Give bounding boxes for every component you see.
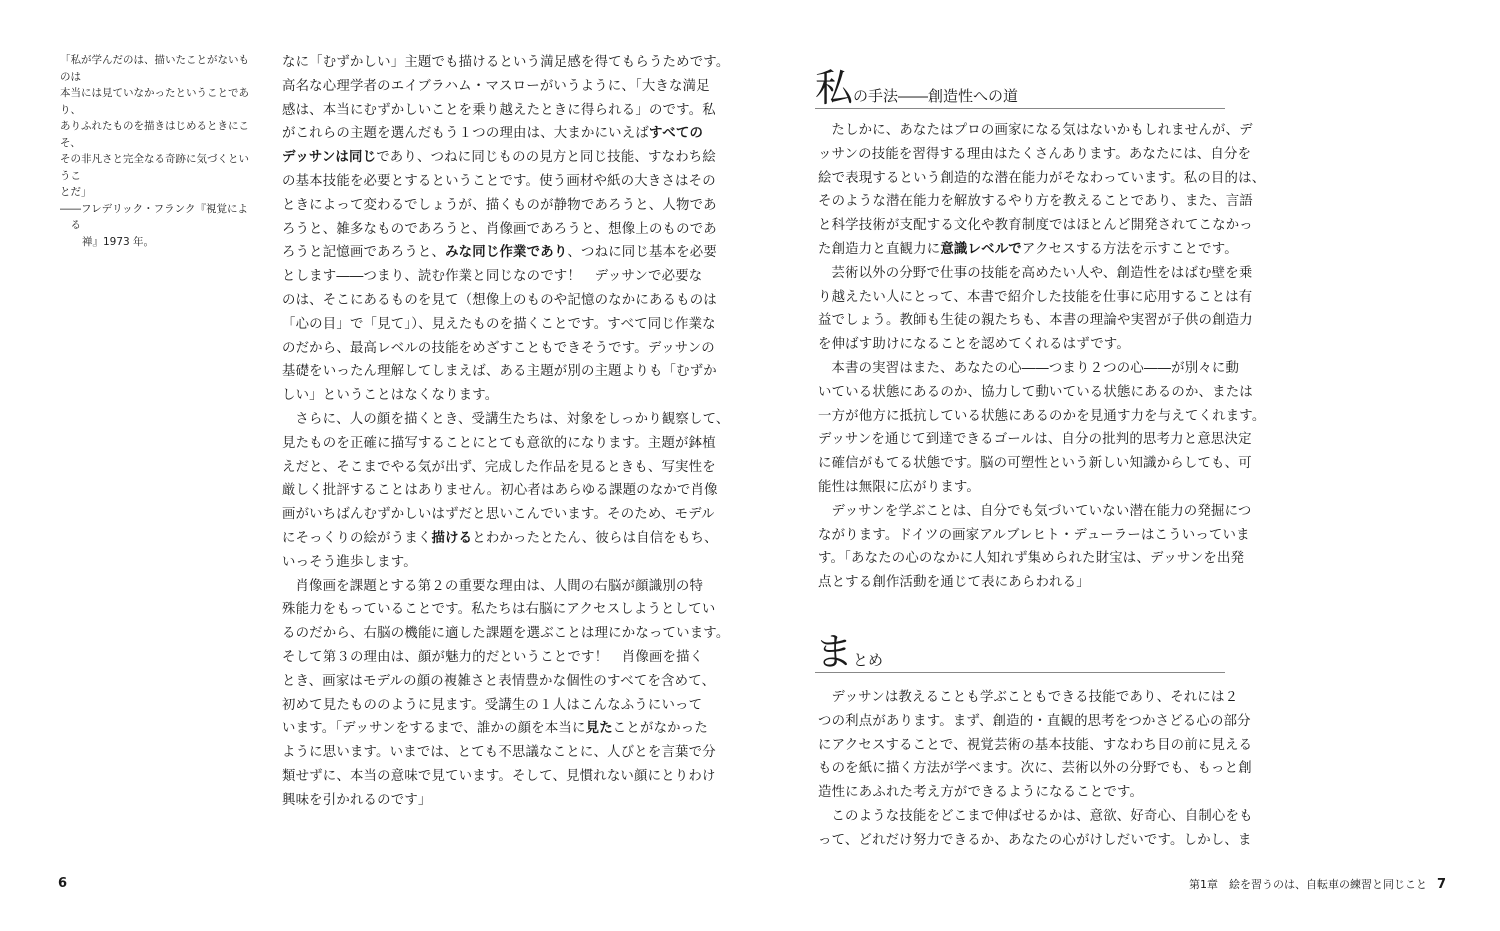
text-line [282, 146, 716, 170]
heading-text: とめ [853, 651, 884, 669]
text-run: ろうと記憶画であろうと、 [282, 245, 446, 261]
page-number-right: 7 [1436, 877, 1446, 892]
text-line: 肖像画を課題とする第２の重要な理由は、人間の右脳が顔識別の特 [295, 578, 704, 594]
text-line: 造性にあふれた考え方ができるようになることです。 [818, 785, 1144, 801]
text-line: るのだから、右脳の機能に適した課題を選ぶことは理にかなっています。 [282, 626, 730, 642]
section-body-method [818, 119, 1266, 595]
text-line [282, 122, 702, 146]
running-footer [1189, 876, 1446, 892]
text-line: ながります。ドイツの画家アルブレヒト・デューラーはこういっていま [818, 527, 1250, 543]
text-line: を伸ばす助けになることを認めてくれるはずです。 [818, 337, 1130, 353]
text-line: いている状態にあるのか、協力して動いている状態にあるのか、または [818, 384, 1253, 400]
running-head: 第1章 絵を習うのは、自転車の練習と同じこと [1188, 878, 1427, 891]
text-line [282, 527, 718, 551]
text-line: 殊能力をもっていることです。私たちは右脳にアクセスしようとしてい [282, 602, 716, 618]
text-line: 初めて見たもののように見ます。受講生の１人はこんなふうにいって [282, 697, 703, 713]
heading-initial: 私 [815, 66, 854, 110]
emphasis: すべての [648, 126, 704, 142]
text-line: デッサンを学ぶことは、自分でも気づいていない潜在能力の発掘につ [831, 503, 1252, 519]
text-line: 感は、本当にむずかしいことを乗り越えたときに得られる」のです。私 [282, 102, 716, 118]
text-line: ものを紙に描く方法が学べます。次に、芸術以外の分野でも、もっと創 [818, 761, 1252, 777]
heading-initial: ま [815, 630, 854, 674]
text-line: 一方が他方に抵抗している状態にあるのかを見通す力を与えてくれます。 [818, 408, 1266, 424]
text-run: がこれらの主題を選んだもう１つの理由は、大まかにいえば [282, 126, 649, 142]
text-line: のは、そこにあるものを見て（想像上のものや記憶のなかにあるものは [282, 292, 717, 308]
text-line: って、どれだけ努力できるか、あなたの心がけしだいです。しかし、ま [818, 832, 1252, 848]
text-line: 類せずに、本当の意味で見ています。そして、見慣れない顔にとりわけ [282, 768, 716, 784]
section-heading-method [815, 68, 1225, 109]
quote-line: とだ」 [60, 186, 92, 198]
text-run: ことがなかった [612, 721, 708, 737]
quote-line: 本当には見ていなかったということであり、 [60, 87, 249, 116]
text-line: 厳しく批評することはありません。初心者はあらゆる課題のなかで肖像 [282, 483, 718, 499]
quote-line: その非凡さと完全なる奇跡に気づくというこ [60, 153, 249, 182]
text-line: たしかに、あなたはプロの画家になる気はないかもしれませんが、デ [831, 123, 1253, 138]
section-heading-summary [815, 632, 1225, 673]
text-line: 「心の目」で「見て」）、見えたものを描くことです。すべて同じ作業な [282, 316, 716, 332]
emphasis: 見た [585, 721, 613, 737]
text-line [282, 717, 708, 741]
left-page-body [282, 51, 730, 813]
text-line: の基本技能を必要とするということです。使う画材や紙の大きさはその [282, 173, 716, 189]
quote-attribution: ――フレデリック・フランク『視覚による [60, 202, 248, 231]
text-run: であり、つねに同じものの見方と同じ技能、すなわち絵 [376, 150, 716, 166]
text-line: さらに、人の顔を描くとき、受講生たちは、対象をしっかり観察して、 [295, 411, 730, 427]
text-line: 興味を引かれるのです」 [282, 792, 432, 808]
sidebar-quote [60, 52, 256, 250]
text-line: デッサンは教えることも学ぶこともできる技能であり、それには２ [831, 690, 1239, 705]
text-line: 点とする創作活動を通じて表にあらわれる」 [818, 575, 1090, 591]
text-line: に確信がもてる状態です。脳の可塑性という新しい知識からしても、可 [818, 456, 1252, 472]
text-line: 益でしょう。教師も生徒の親たちも、本書の理論や実習が子供の創造力 [818, 313, 1253, 329]
emphasis: 意識レベルで [940, 241, 1022, 257]
text-line: 基礎をいったん理解してしまえば、ある主題が別の主題よりも「むずか [282, 364, 717, 380]
emphasis: 描ける [431, 530, 473, 546]
text-run: 、つねに同じ基本を必要 [567, 245, 717, 261]
text-line: このような技能をどこまで伸ばせるかは、意欲、好奇心、自制心をも [831, 808, 1253, 824]
text-line: つの利点があります。まず、創造的・直観的思考をつかさどる心の部分 [818, 713, 1251, 729]
section-body-summary [818, 686, 1253, 853]
text-run: とわかったとたん、彼らは自信をもち、 [472, 530, 718, 546]
text-line: す。「あなたの心のなかに人知れず集められた財宝は、デッサンを出発 [818, 551, 1245, 567]
quote-line: 「私が学んだのは、描いたことがないものは [60, 54, 249, 83]
text-line: しい」ということはなくなります。 [282, 388, 499, 404]
heading-text: の手法――創造性への道 [853, 87, 1019, 105]
emphasis: みな同じ作業であり [445, 245, 568, 261]
text-line: り越えたい人にとって、本書で紹介した技能を仕事に応用することは有 [818, 289, 1253, 305]
text-line: とします――つまり、読む作業と同じなのです！ デッサンで必要な [282, 269, 703, 285]
text-line: ッサンの技能を習得する理由はたくさんあります。あなたには、自分を [818, 146, 1252, 162]
text-run: アクセスする方法を示すことです。 [1021, 241, 1238, 257]
page-number-left: 6 [58, 876, 68, 891]
text-line: のだから、最高レベルの技能をめざすこともできそうです。デッサンの [282, 340, 715, 356]
text-line: ときによって変わるでしょうが、描くものが静物であろうと、人物であ [282, 197, 717, 213]
text-line: にアクセスすることで、視覚芸術の基本技能、すなわち目の前に見える [818, 737, 1253, 753]
text-line: そのような潜在能力を解放するやり方を教えることであり、また、言語 [818, 194, 1253, 210]
text-line [282, 241, 717, 265]
text-line: いっそう進歩します。 [282, 554, 417, 570]
text-line: えだと、そこまでやる気が出ず、完成した作品を見るときも、写実性を [282, 459, 716, 475]
text-line: ろうと、雑多なものであろうと、肖像画であろうと、想像上のものであ [282, 221, 717, 237]
text-run: た創造力と直観力に [818, 241, 941, 257]
text-line: 芸術以外の分野で仕事の技能を高めたい人や、創造性をはばむ壁を乗 [831, 265, 1253, 281]
text-line: 本書の実習はまた、あなたの心――つまり２つの心――が別々に動 [831, 360, 1240, 376]
quote-line: ありふれたものを描きはじめるときにこそ、 [60, 120, 249, 149]
text-run: います。「デッサンをするまで、誰かの顔を本当に [282, 721, 586, 737]
text-line: 見たものを正確に描写することにとても意欲的になります。主題が鉢植 [282, 435, 716, 451]
text-line: 高名な心理学者のエイブラハム・マスローがいうように、「大きな満足 [282, 78, 710, 94]
text-line: ように思います。いまでは、とても不思議なことに、人びとを言葉で分 [282, 745, 716, 761]
quote-attribution-cont: 禅』1973 年。 [82, 235, 155, 248]
emphasis: デッサンは同じ [282, 150, 377, 166]
text-run: にそっくりの絵がうまく [282, 530, 432, 546]
text-line: とき、画家はモデルの顔の複雑さと表情豊かな個性のすべてを含めて、 [282, 673, 716, 689]
text-line: なに「むずかしい」主題でも描けるという満足感を得てもらうためです。 [282, 55, 730, 70]
text-line: 絵で表現するという創造的な潜在能力がそなわっています。私の目的は、 [818, 170, 1266, 186]
text-line [818, 238, 1238, 262]
text-line: 能性は無限に広がります。 [818, 479, 981, 495]
text-line: デッサンを通じて到達できるゴールは、自分の批判的思考力と意思決定 [818, 432, 1252, 448]
text-line: と科学技術が支配する文化や教育制度ではほとんど開発されてこなかっ [818, 218, 1253, 234]
text-line: 画がいちばんむずかしいはずだと思いこんでいます。そのため、モデル [282, 507, 715, 523]
text-line: そして第３の理由は、顔が魅力的だということです！ 肖像画を描く [282, 649, 704, 665]
